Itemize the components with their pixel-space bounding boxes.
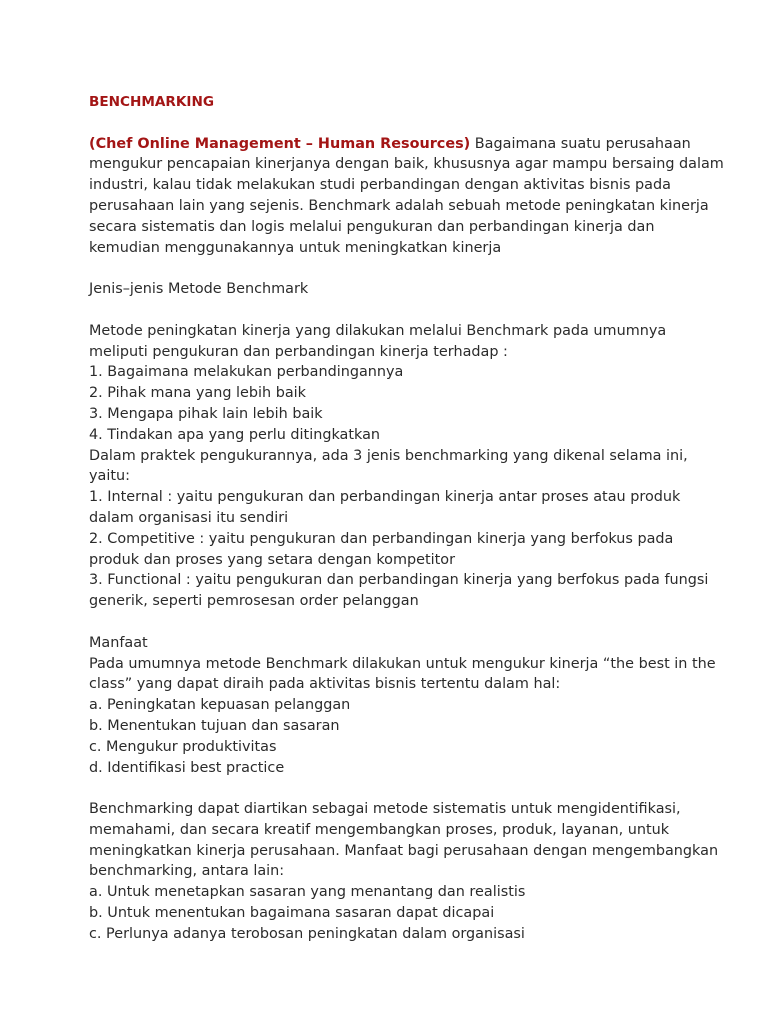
spacer (89, 612, 689, 633)
intro-line: kemudian menggunakannya untuk meningkatkan kinerja (89, 239, 502, 256)
spacer (89, 778, 689, 799)
list-item: 1. Internal : yaitu pengukuran dan perbandingan kinerja antar proses atau produk (89, 489, 681, 506)
spacer (89, 258, 689, 279)
list-item: 3. Mengapa pihak lain lebih baik (89, 405, 323, 422)
intro-line: perusahaan lain yang sejenis. Benchmark adalah sebuah metode peningkatan kinerja (89, 197, 709, 214)
metode-line: Metode peningkatan kinerja yang dilakukan melalui Benchmark pada umumnya (89, 322, 667, 339)
list-item: 4. Tindakan apa yang perlu ditingkatkan (89, 426, 381, 443)
list-item: b. Menentukan tujuan dan sasaran (89, 717, 340, 734)
list-item: a. Untuk menetapkan sasaran yang menantang dan realistis (89, 884, 526, 901)
list-item: 2. Competitive : yaitu pengukuran dan perbandingan kinerja yang berfokus pada (89, 530, 674, 547)
intro-line: secara sistematis dan logis melalui pengukuran dan perbandingan kinerja dan (89, 218, 655, 235)
intro-text: Bagaimana suatu perusahaan (470, 135, 691, 152)
document-title: BENCHMARKING (89, 94, 215, 110)
definition-section (89, 799, 719, 945)
intro-line (89, 134, 689, 155)
metode-line: meliputi pengukuran dan perbandingan kinerja terhadap : (89, 343, 508, 360)
intro-paragraph (89, 134, 724, 259)
spacer (89, 300, 689, 321)
list-item: produk dan proses yang setara dengan kompetitor (89, 551, 455, 568)
jenis-heading: Jenis–jenis Metode Benchmark (89, 281, 309, 298)
list-item: dalam organisasi itu sendiri (89, 509, 289, 526)
source-label: (Chef Online Management – Human Resources) (89, 135, 471, 152)
intro-line: mengukur pencapaian kinerjanya dengan baik, khususnya agar mampu bersaing dalam (89, 156, 724, 173)
list-item: 3. Functional : yaitu pengukuran dan perbandingan kinerja yang berfokus pada fungsi (89, 572, 709, 589)
metode-section (89, 321, 709, 612)
metode-line: yaitu: (89, 468, 130, 485)
document-body (89, 92, 724, 945)
list-item: generik, seperti pemrosesan order pelanggan (89, 593, 419, 610)
manfaat-heading: Manfaat (89, 634, 148, 651)
definition-line: meningkatkan kinerja perusahaan. Manfaat bagi perusahaan dengan mengembangkan (89, 842, 719, 859)
manfaat-section (89, 633, 716, 779)
intro-line: industri, kalau tidak melakukan studi perbandingan dengan aktivitas bisnis pada (89, 177, 671, 194)
manfaat-line: class” yang dapat diraih pada aktivitas bisnis tertentu dalam hal: (89, 676, 561, 693)
list-item: 1. Bagaimana melakukan perbandingannya (89, 364, 404, 381)
list-item: c. Mengukur produktivitas (89, 738, 277, 755)
spacer (89, 113, 689, 134)
metode-line: Dalam praktek pengukurannya, ada 3 jenis benchmarking yang dikenal selama ini, (89, 447, 688, 464)
list-item: c. Perlunya adanya terobosan peningkatan dalam organisasi (89, 925, 525, 942)
list-item: 2. Pihak mana yang lebih baik (89, 385, 306, 402)
manfaat-line: Pada umumnya metode Benchmark dilakukan untuk mengukur kinerja “the best in the (89, 655, 716, 672)
list-item: a. Peningkatan kepuasan pelanggan (89, 697, 351, 714)
list-item: b. Untuk menentukan bagaimana sasaran dapat dicapai (89, 905, 495, 922)
definition-line: benchmarking, antara lain: (89, 863, 285, 880)
definition-line: memahami, dan secara kreatif mengembangkan proses, produk, layanan, untuk (89, 821, 670, 838)
definition-line: Benchmarking dapat diartikan sebagai metode sistematis untuk mengidentifikasi, (89, 801, 681, 818)
list-item: d. Identifikasi best practice (89, 759, 285, 776)
